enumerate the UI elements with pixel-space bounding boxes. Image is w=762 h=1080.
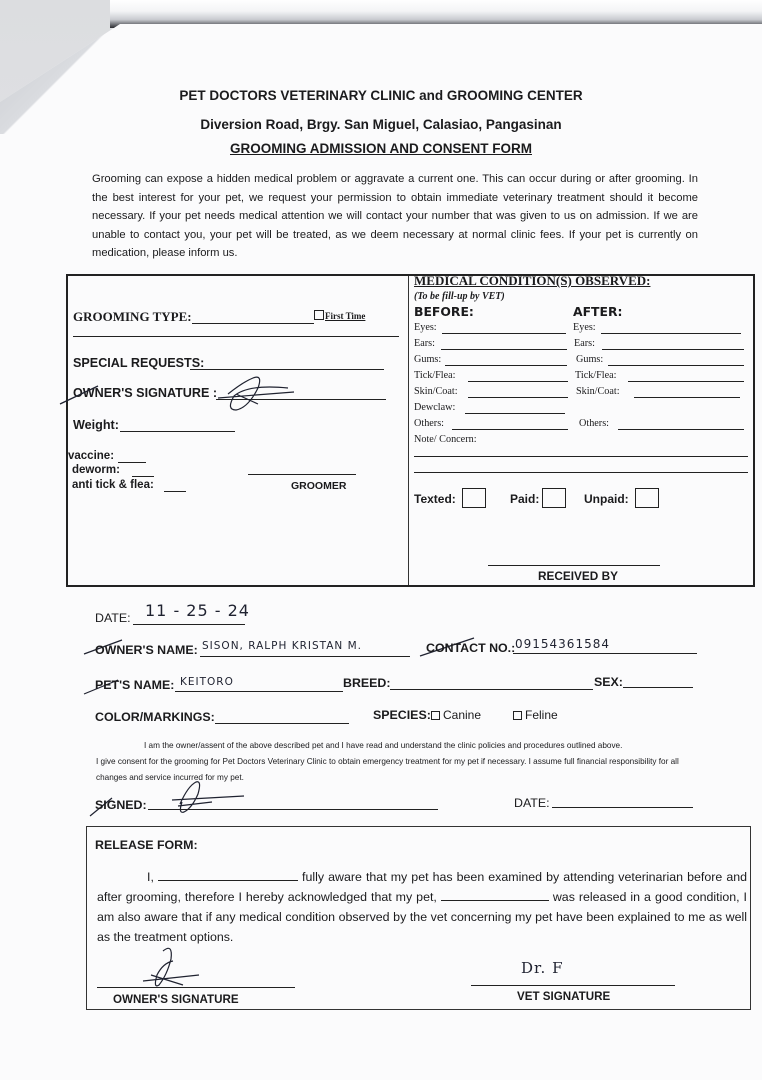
color-markings-label: COLOR/MARKINGS: [95, 710, 215, 724]
received-by-field[interactable] [488, 565, 660, 566]
note-line-1[interactable] [414, 456, 748, 457]
unpaid-label: Unpaid: [584, 492, 629, 506]
grooming-type-field[interactable] [192, 323, 314, 324]
scanner-edge [110, 0, 762, 28]
sex-field[interactable] [623, 687, 693, 688]
groomer-signature-field[interactable] [248, 474, 356, 475]
consent-line-1: I am the owner/assent of the above described pet and I have read and understand the clinic policies and procedures outlined above. [144, 741, 623, 750]
first-time-label: First Time [325, 311, 366, 321]
after-eyes-field[interactable] [601, 333, 741, 334]
consent-date-label: DATE: [514, 796, 550, 810]
sex-label: SEX: [594, 675, 623, 689]
after-ears-field[interactable] [602, 349, 744, 350]
texted-label: Texted: [414, 492, 456, 506]
before-tick-field[interactable] [468, 381, 568, 382]
signed-field[interactable] [148, 809, 438, 810]
after-tick-field[interactable] [628, 381, 744, 382]
grooming-type-label: GROOMING TYPE: [73, 309, 192, 324]
release-form-box [86, 826, 751, 1010]
after-skin-label: Skin/Coat: [576, 386, 620, 397]
release-text-3: was released in a good condition, I am also aware that if any medical condition observed by the vet concerning my pet have been explained to me as well as the treatment options. [97, 890, 747, 944]
after-gums-label: Gums: [576, 354, 604, 365]
before-dewclaw-field[interactable] [465, 413, 565, 414]
form-title-text: GROOMING ADMISSION AND CONSENT FORM [230, 141, 532, 156]
contact-value: 09154361584 [515, 637, 610, 651]
date-value: 11 - 25 - 24 [145, 601, 250, 620]
pet-name-label: PET'S NAME: [95, 678, 175, 692]
after-tick-label: Tick/Flea: [575, 370, 617, 381]
note-line-2[interactable] [414, 472, 748, 473]
weight-field[interactable] [120, 431, 235, 432]
note-concern-label: Note/ Concern: [414, 434, 477, 445]
before-skin-field[interactable] [468, 397, 568, 398]
received-by-label: RECEIVED BY [538, 569, 618, 583]
anti-tick-field[interactable] [164, 491, 186, 492]
release-statement [97, 867, 747, 947]
before-skin-label: Skin/Coat: [414, 386, 458, 397]
weight-label: Weight: [73, 418, 119, 432]
after-ears-label: Ears: [574, 338, 595, 349]
release-text-1: I, [147, 870, 154, 884]
medical-title: MEDICAL CONDITION(S) OBSERVED: [414, 273, 651, 288]
feline-checkbox[interactable] [513, 711, 522, 720]
vet-signature-label: VET SIGNATURE [517, 990, 611, 1003]
first-time-checkbox[interactable] [314, 310, 324, 320]
texted-checkbox[interactable] [462, 488, 486, 508]
consent-line-2: I give consent for the grooming for Pet Doctors Veterinary Clinic to obtain emergency treatment for my pet if necessary. I assume full financial responsibility for all changes and service incurred for my pet. [96, 757, 679, 782]
unpaid-checkbox[interactable] [635, 488, 659, 508]
groomer-label: GROOMER [291, 480, 347, 492]
before-others-label: Others: [414, 418, 444, 429]
before-ears-field[interactable] [441, 349, 567, 350]
vaccine-field[interactable] [118, 462, 146, 463]
date-field[interactable] [133, 624, 245, 625]
owner-name-field[interactable] [200, 656, 410, 657]
after-gums-field[interactable] [608, 365, 744, 366]
breed-label: BREED: [343, 676, 391, 690]
special-requests-field[interactable] [190, 369, 384, 370]
after-others-label: Others: [579, 418, 609, 429]
clinic-address: Diversion Road, Brgy. San Miguel, Calasiao, Pangasinan [200, 117, 562, 132]
admission-box [66, 274, 755, 587]
intro-paragraph: Grooming can expose a hidden medical problem or aggravate a current one. This can occur during or after grooming. In the best interest for your pet, we request your permission to obtain immediate veterinary treatment should it become necessary. If your pet needs medical attention we will contact your number that was given to us on admission. If we are unable to contact you, your pet will be treated, as we deem necessary at normal clinic fees. If your pet is currently on medication, please inform us. [92, 173, 698, 260]
color-markings-field[interactable] [215, 723, 349, 724]
before-others-field[interactable] [452, 429, 568, 430]
after-others-field[interactable] [618, 429, 744, 430]
before-ears-label: Ears: [414, 338, 435, 349]
form-title [0, 141, 762, 156]
release-pet-name-field[interactable] [441, 889, 549, 901]
paid-label: Paid: [510, 492, 540, 506]
species-label: SPECIES: [373, 708, 431, 722]
deworm-field[interactable] [132, 476, 154, 477]
before-eyes-label: Eyes: [414, 322, 437, 333]
before-gums-label: Gums: [414, 354, 442, 365]
medical-subtitle: (To be fill-up by VET) [414, 291, 505, 302]
release-text-2: fully aware that my pet has been examined by attending veterinarian before and after grooming, therefore I hereby acknowledged that my pet, [97, 870, 747, 904]
deworm-label: deworm: [72, 464, 120, 476]
contact-field[interactable] [513, 653, 697, 654]
canine-checkbox[interactable] [431, 711, 440, 720]
species-canine-option[interactable] [431, 708, 481, 722]
anti-tick-label: anti tick & flea: [72, 479, 154, 491]
owner-name-value: SISON, RALPH KRISTAN M. [202, 640, 363, 652]
canine-label: Canine [443, 708, 482, 722]
release-owner-signature-field[interactable] [97, 987, 295, 988]
release-owner-name-field[interactable] [158, 869, 298, 881]
owner-signature-label: OWNER'S SIGNATURE : [73, 386, 218, 400]
pet-name-field[interactable] [175, 691, 343, 692]
release-owner-signature-label: OWNER'S SIGNATURE [113, 993, 239, 1006]
pet-name-value: KEITORO [180, 676, 234, 688]
consent-date-field[interactable] [552, 807, 693, 808]
before-dewclaw-label: Dewclaw: [414, 402, 456, 413]
vet-signature-field[interactable] [471, 985, 675, 986]
before-label: BEFORE: [414, 304, 474, 319]
date-label: DATE: [95, 611, 131, 625]
owner-signature-scribble [58, 374, 378, 424]
box-divider [408, 276, 409, 585]
owner-name-label: OWNER'S NAME: [95, 643, 198, 657]
before-eyes-field[interactable] [442, 333, 566, 334]
grooming-type-field-2[interactable] [73, 336, 399, 337]
before-tick-label: Tick/Flea: [414, 370, 456, 381]
first-time-option[interactable] [314, 310, 365, 321]
after-skin-field[interactable] [634, 397, 740, 398]
contact-label: CONTACT NO.: [426, 641, 516, 655]
paid-checkbox[interactable] [542, 488, 566, 508]
after-label: AFTER: [573, 304, 623, 319]
clinic-name: PET DOCTORS VETERINARY CLINIC and GROOMING CENTER [179, 88, 583, 103]
vaccine-label: vaccine: [68, 450, 115, 462]
after-eyes-label: Eyes: [573, 322, 596, 333]
signed-label: SIGNED: [95, 798, 147, 812]
species-feline-option[interactable] [513, 708, 558, 722]
breed-field[interactable] [390, 689, 593, 690]
special-requests-label: SPECIAL REQUESTS: [73, 356, 205, 370]
before-gums-field[interactable] [445, 365, 567, 366]
vet-signature-value: Dr. F [521, 959, 564, 977]
release-form-title: RELEASE FORM: [95, 838, 198, 852]
feline-label: Feline [525, 708, 558, 722]
